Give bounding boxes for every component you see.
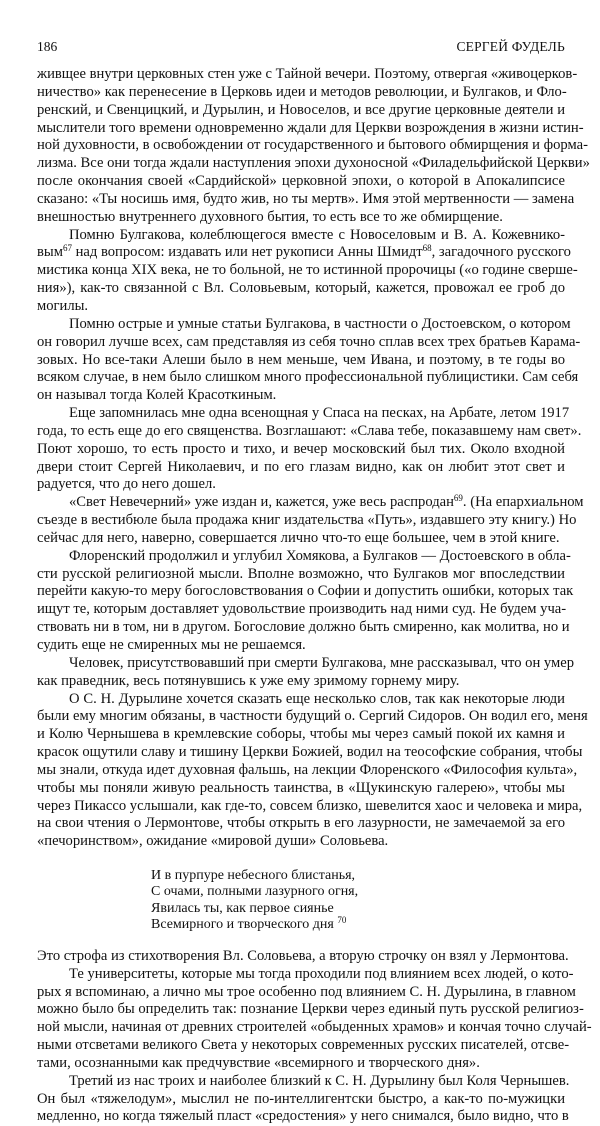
paragraph [37, 654, 575, 691]
text-line: красок ощутили славу и тишину Церкви Божией, водил на теософские собрания, чтобы [37, 744, 583, 761]
text-line: ной мысли, начиная от древних строителей «обыденных храмов» и кончая точно случай- [37, 1019, 592, 1036]
text-line: могилы. [37, 297, 89, 314]
paragraph [37, 315, 581, 405]
paragraph [37, 965, 592, 1073]
text-line: мыслители того времени одновременно ждали для Церкви возрождения в жизни истин- [37, 119, 584, 136]
text-line: ния»), как-то связанной с Вл. Соловьевым, который, кажется, провожал ее гроб до [37, 280, 565, 297]
text-line: лизма. Все они тогда ждали наступления эпохи духоносной «Филадельфийской Церкви» [37, 155, 590, 172]
text-line: ищут те, которым доставляет удовольствие производить над ними суд. Не будем уча- [37, 601, 567, 618]
text-line: Это строфа из стихотворения Вл. Соловьева, а вторую строчку он взял у Лермонтова. [37, 947, 569, 964]
verse-line: И в пурпуре небесного блистанья, [151, 868, 356, 884]
text-line: Помню острые и умные статьи Булгакова, в частности о Достоевском, о котором [69, 315, 571, 332]
verse-line-last [151, 914, 565, 933]
text-line: сти русской религиозной мысли. Вполне возможно, что Булгаков мог впоследствии [37, 565, 565, 582]
text-line: и Колю Чернышева в кремлевские соборы, чтобы мы через самый покой их камня и [37, 726, 565, 743]
page-header [37, 38, 565, 56]
text-line: Поют хорошо, то есть просто и тихо, и вечер московский был тих. Около входной [37, 440, 565, 457]
text-line: через Пикассо услышали, как где-то, совсем близко, шевелится хаос и человека и мира, [37, 797, 583, 814]
verse-line-text: Всемирного и творческого дня [151, 916, 334, 932]
text-line: чтобы мы поняли живую реальность таинства, в «Щукинскую галерею», чтобы мы [37, 779, 565, 796]
text-line: ренский, и Свенцицкий, и Дурылин, и Новоселов, и все другие церковные деятели и [37, 101, 565, 118]
paragraphs-before-verse [37, 66, 590, 851]
text-line: медленно, но когда тяжелый пласт «средостения» у него снимался, было видно, что в [37, 1108, 569, 1125]
text-line: съезде в вестибюле была продажа книг издательства «Путь», издавшего эту книгу.) Но [37, 512, 577, 529]
page-number: 186 [37, 39, 58, 54]
text-line: Человек, присутствовавший при смерти Булгакова, мне рассказывал, что он умер [69, 654, 575, 671]
text-line: двери стоит Сергей Николаевич, и по его глазам видно, как он любит этот свет и [37, 458, 565, 475]
text-line: мистика конца XIX века, не то больной, не то истинной пророчицы («о године сверше- [37, 262, 578, 279]
text-line: Еще запомнилась мне одна всенощная у Спаса на песках, на Арбате, летом 1917 [69, 405, 570, 422]
text-line: О С. Н. Дурылине хочется сказать еще несколько слов, так как некоторые люди [69, 690, 565, 707]
text-line: Третий из нас троих и наиболее близкий к С. Н. Дурылину был Коля Чернышев. [69, 1072, 570, 1089]
text-line: всяком случае, в нем было слишком много профессиональной публицистики. Сам себя [37, 369, 579, 386]
text-line: сказано: «Ты носишь имя, будто жив, но ты мертв». Имя этой мертвенности — замена [37, 190, 575, 207]
verse-line: С очами, полными лазурного огня, [151, 884, 359, 900]
text-line: зовых. Но все-таки Алеши было в нем меньше, чем Ивана, и поэтому, в те годы во [37, 351, 565, 368]
text-line: Помню Булгакова, колеблющегося вместе с Новоселовым и В. А. Кожевнико- [69, 226, 565, 243]
text-line: Флоренский продолжил и углубил Хомякова, а Булгаков — Достоевского в обла- [69, 547, 571, 564]
paragraph [37, 405, 582, 494]
text-line: живщее внутри церковных стен уже с Тайной вечери. Поэтому, отвергая «живоцерков- [37, 66, 578, 82]
paragraph [37, 226, 578, 316]
footnote-ref: 69 [453, 493, 463, 504]
text-line: радуется, что до него дошел. [37, 476, 216, 493]
paragraph [37, 1072, 570, 1126]
text-line: Он был «тяжелодум», мыслил не по-интеллигентски быстро, а как-то по-мужицки [37, 1090, 565, 1107]
verse-line: Явилась ты, как первое сиянье [151, 900, 334, 916]
text-line: он называл тогда Колей Красоткиным. [37, 387, 277, 404]
text-line: рых я вспоминаю, а лично мы трое особенно под влиянием С. Н. Дурылина, в главном [37, 983, 576, 1000]
text-line: судить еще не смиренных мы не решаемся. [37, 637, 306, 653]
text-line: он говорил лучше всех, сам представляя из себя точно сплав всех трех братьев Карама- [37, 333, 581, 350]
paragraph [37, 66, 590, 227]
text-line: были ему многим обязаны, в частности будущий о. Сергий Сидоров. Он водил его, меня [37, 708, 588, 725]
page-body [37, 66, 592, 1126]
verse-block [151, 868, 565, 933]
text-line: года, то есть еще до его священства. Возглашают: «Слава тебе, показавшему нам свет». [37, 422, 582, 439]
text-line: ствовать ни в том, ни в другом. Богословие должно быть смиренно, как молитва, но и [37, 619, 570, 636]
text-line: Те университеты, которые мы тогда проходили под влиянием всех людей, о кото- [69, 965, 574, 982]
text-line: внешностью внутреннего духовного бытия, то есть все то же обмирщение. [37, 208, 503, 225]
text-line: «печоринством», ожидание «мировой души» Соловьева. [37, 833, 389, 850]
paragraph [37, 947, 569, 966]
footnote-ref: 68 [422, 243, 432, 254]
paragraphs-after-verse [37, 947, 592, 1126]
text-line: мы знали, откуда идет духовная фальшь, на лекции Флоренского «Философия культа», [37, 761, 578, 778]
paragraph [37, 547, 574, 655]
text-line: как праведник, весь потянувшись к уже ему зримому горнему миру. [37, 672, 460, 689]
text-line: ной духовности, в освобождении от государственного и бытового обмирщения и форма- [37, 137, 588, 154]
text-line: можно было бы определить так: познание Церкви через единый путь русской религиоз- [37, 1001, 584, 1018]
text-line: после окончания своей «Сардийской» церковной эпохи, о которой в Апокалипсисе [37, 173, 565, 190]
text-line: ничество» как перенесение в Церковь идеи и методов революции, и Булгаков, и Фло- [37, 83, 567, 100]
paragraph [37, 690, 588, 852]
text-line: перейти какую-то меру богословствования о Софии и допустить ошибки, которых так [37, 583, 574, 600]
footnote-ref: 70 [337, 914, 347, 925]
text-line: тами, осознанными как предчувствие «всемирного и творческого дня». [37, 1054, 480, 1071]
text-line: на свои чтения о Лермонтове, чтобы открыть в его лазурности, не замечаемой за его [37, 815, 565, 832]
text-line: вым$^{67}$ над вопросом: издавать или нет рукописи Анны Шмидт$^{68}$, загадочного русского [37, 243, 571, 261]
text-line: «Свет Невечерний» уже издан и, кажется, уже весь распродан$^{69}$. (На епархиальном [69, 493, 584, 511]
paragraph [37, 493, 584, 548]
text-line: сейчас для него, наверно, совершается лично что-то еще большее, чем в этой книге. [37, 529, 560, 546]
text-line: ными отсветами великого Света у некоторых современных русских писателей, отсве- [37, 1037, 570, 1054]
footnote-ref: 67 [62, 243, 72, 254]
running-title: СЕРГЕЙ ФУДЕЛЬ [456, 39, 565, 54]
